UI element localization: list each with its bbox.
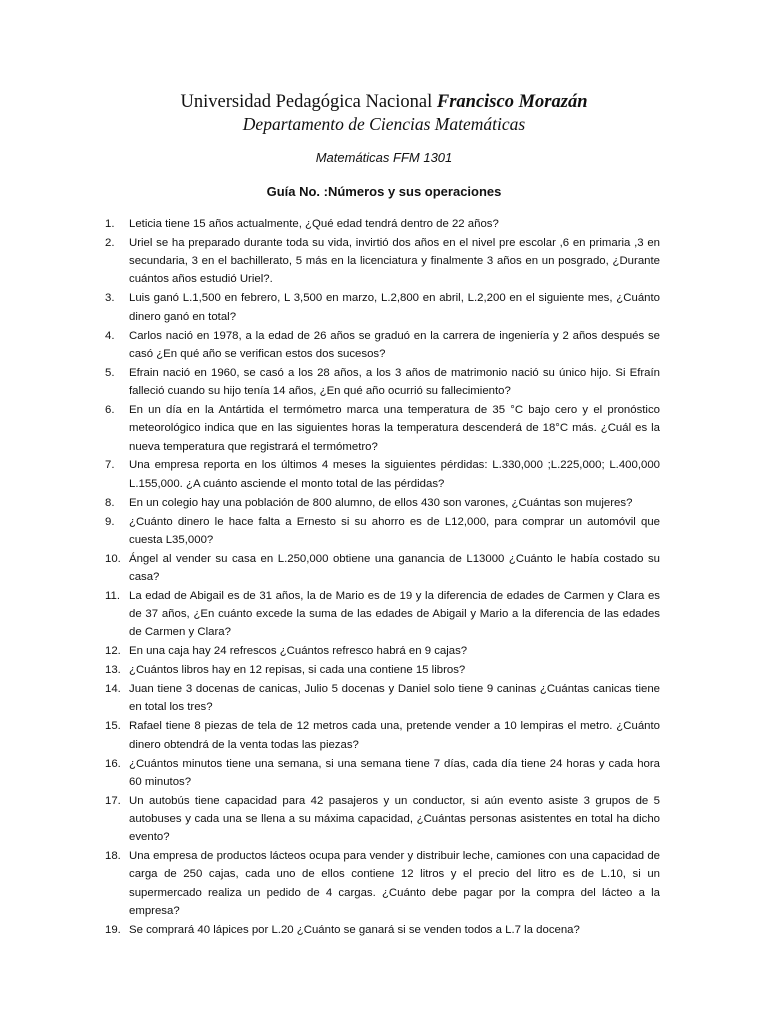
question-number: 5. — [105, 366, 115, 379]
question-item — [0, 289, 660, 326]
question-item — [0, 513, 660, 550]
question-number: 18. — [105, 850, 121, 863]
question-item — [0, 234, 660, 289]
question-text: Ángel al vender su casa en L.250,000 obtiene una ganancia de L13000 ¿Cuánto le había costado su casa? — [129, 552, 660, 583]
question-item — [0, 661, 660, 679]
question-number: 1. — [105, 218, 115, 230]
question-text: ¿Cuántos minutos tiene una semana, si una semana tiene 7 días, cada día tiene 24 horas y cada hora 60 minutos? — [129, 757, 660, 788]
question-number: 11. — [105, 589, 120, 602]
question-number: 15. — [105, 720, 121, 733]
question-text: ¿Cuánto dinero le hace falta a Ernesto si su ahorro es de L12,000, para comprar un automóvil que cuesta L35,000? — [129, 515, 660, 546]
question-item — [0, 215, 660, 233]
question-item — [0, 847, 660, 920]
question-item — [0, 587, 660, 642]
question-number: 4. — [105, 329, 115, 342]
question-number: 12. — [105, 645, 121, 658]
question-text: Una empresa de productos lácteos ocupa para vender y distribuir leche, camiones con una capacidad de carga de 250 cajas, cada uno de ellos contiene 12 litros y el precio del litro es de L.10, si un supermercado realiza un pedido de 4 cargas. ¿Cuánto debe pagar por la compra del lácteo a la empresa? — [129, 850, 660, 918]
question-item — [0, 642, 660, 660]
question-text: Una empresa reporta en los últimos 4 meses la siguientes pérdidas: L.330,000 ;L.225,000; L.400,000 L.155,000. ¿A cuánto asciende el monto total de las pérdidas? — [129, 459, 660, 490]
question-text: En un día en la Antártida el termómetro marca una temperatura de 35 °C bajo cero y el pronóstico meteorológico indica que en las siguientes horas la temperatura descenderá de 18°C más. ¿Cuál es la nueva temperatura que registrará el termómetro? — [129, 403, 660, 453]
question-item — [0, 755, 660, 792]
university-name: Francisco Morazán — [436, 92, 588, 112]
question-item — [0, 921, 660, 939]
question-number: 19. — [105, 923, 121, 936]
question-number: 13. — [105, 664, 121, 677]
question-number: 7. — [105, 459, 115, 472]
question-item — [0, 494, 660, 512]
question-number: 17. — [105, 794, 121, 807]
question-text: Rafael tiene 8 piezas de tela de 12 metros cada una, pretende vender a 10 lempiras el metro. ¿Cuánto dinero obtendrá de la venta todas las piezas? — [129, 720, 660, 751]
question-number: 6. — [105, 403, 115, 416]
question-text: En un colegio hay una población de 800 alumno, de ellos 430 son varones, ¿Cuántas son mujeres? — [129, 496, 633, 509]
question-text: ¿Cuántos libros hay en 12 repisas, si cada una contiene 15 libros? — [129, 664, 466, 677]
question-number: 9. — [105, 515, 115, 528]
question-text: Efrain nació en 1960, se casó a los 28 años, a los 3 años de matrimonio nació su único hijo. Si Efraín falleció cuando su hijo tenía 14 años, ¿En qué año ocurrió su fallecimiento? — [129, 366, 660, 398]
question-text: Uriel se ha preparado durante toda su vida, invirtió dos años en el nivel pre escolar ,6 en primaria ,3 en secundaria, 3 en el bachillerato, 5 más en la licenciatura y finalmente 3 años en un posgrado, ¿Durante cuántos años estudió Uriel?. — [129, 236, 660, 286]
question-item — [0, 401, 660, 456]
question-text: Luis ganó L.1,500 en febrero, L 3,500 en marzo, L.2,800 en abril, L.2,200 en el siguiente mes, ¿Cuánto dinero ganó en total? — [129, 292, 660, 323]
question-text: Se comprará 40 lápices por L.20 ¿Cuánto se ganará si se venden todos a L.7 la docena? — [129, 923, 580, 936]
question-list — [0, 215, 768, 940]
guide-title: Guía No. :Números y sus operaciones — [266, 184, 502, 199]
question-text: La edad de Abigail es de 31 años, la de Mario es de 19 y la diferencia de edades de Carmen y Clara es de 37 años, ¿En cuánto excede la suma de las edades de Abigail y Mario a la diferencia de las edades de Carmen y Clara? — [129, 589, 660, 639]
question-number: 8. — [105, 496, 115, 509]
question-text: Un autobús tiene capacidad para 42 pasajeros y un conductor, si aún evento asiste 3 grupos de 5 autobuses y cada una se llena a su máxima capacidad, ¿Cuántas personas asistentes en total ha dicho evento? — [129, 794, 660, 844]
question-number: 3. — [105, 292, 115, 305]
question-item — [0, 456, 660, 493]
question-text: Leticia tiene 15 años actualmente, ¿Qué edad tendrá dentro de 22 años? — [129, 218, 499, 230]
question-item — [0, 680, 660, 717]
question-item — [0, 717, 660, 754]
question-item — [0, 364, 660, 401]
question-number: 14. — [105, 683, 121, 696]
question-text: Juan tiene 3 docenas de canicas, Julio 5 docenas y Daniel solo tiene 9 caninas ¿Cuántas canicas tiene en total los tres? — [129, 683, 660, 714]
question-text: Carlos nació en 1978, a la edad de 26 años se graduó en la carrera de ingeniería y 2 años después se casó ¿En qué año se verifican estos dos sucesos? — [129, 329, 660, 360]
university-title — [0, 92, 768, 113]
question-item — [0, 550, 660, 587]
question-number: 16. — [105, 757, 121, 770]
question-item — [0, 792, 660, 847]
course-title: Matemáticas FFM 1301 — [315, 150, 453, 165]
university-prefix: Universidad Pedagógica Nacional — [180, 92, 433, 112]
question-item — [0, 327, 660, 364]
question-number: 2. — [105, 236, 115, 249]
department-title: Departamento de Ciencias Matemáticas — [242, 114, 526, 134]
question-number: 10. — [105, 552, 121, 565]
question-text: En una caja hay 24 refrescos ¿Cuántos refresco habrá en 9 cajas? — [129, 645, 468, 658]
